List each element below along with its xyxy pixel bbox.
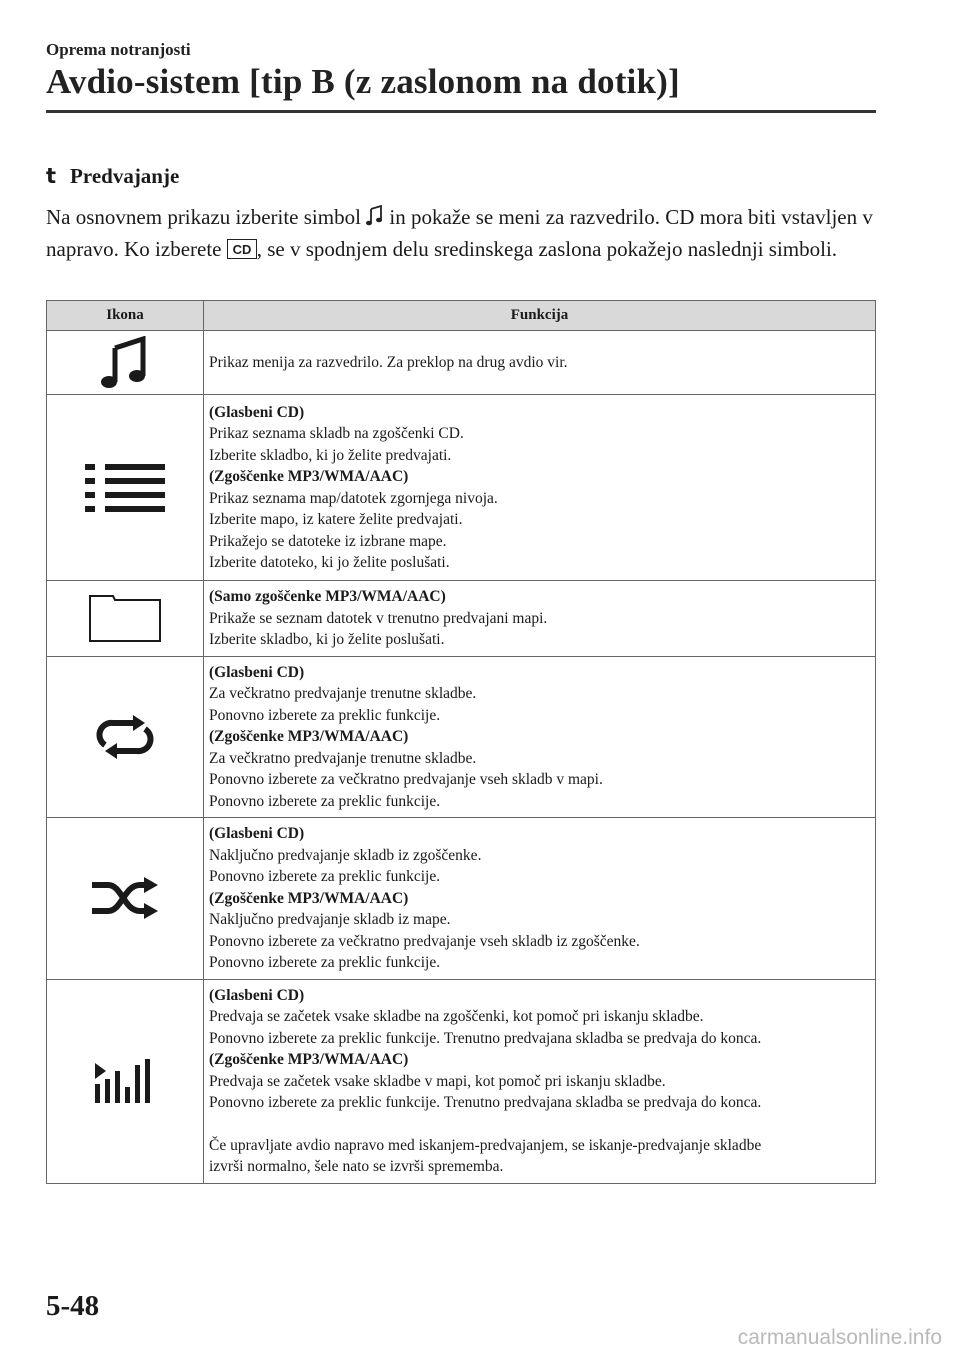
- description-line: izvrši normalno, šele nato se izvrši sprememba.: [209, 1158, 504, 1175]
- media-type-label: (Zgoščenke MP3/WMA/AAC): [209, 1051, 409, 1068]
- function-description: [204, 656, 876, 818]
- line-gap: [209, 1114, 869, 1135]
- description-line: Izberite skladbo, ki jo želite poslušati.: [209, 631, 445, 648]
- icon-cell: [47, 581, 204, 657]
- intro-text-3: , se v spodnjem delu sredinskega zaslona pokažejo naslednji simboli.: [256, 237, 838, 261]
- icon-cell: [47, 395, 204, 581]
- description-line: Ponovno izberete za večkratno predvajanje vseh skladb v mapi.: [209, 771, 603, 788]
- column-header-function: Funkcija: [204, 301, 876, 331]
- description-line: Izberite skladbo, ki jo želite predvajati.: [209, 446, 452, 464]
- page-number: 5-48: [46, 1290, 100, 1322]
- icon-cell: [47, 979, 204, 1183]
- repeat-icon: [47, 715, 203, 759]
- description-line: Ponovno izberete za preklic funkcije.: [209, 868, 441, 885]
- function-description: [204, 818, 876, 980]
- table-row: [47, 818, 876, 980]
- media-type-label: (Glasbeni CD): [209, 663, 305, 681]
- description-line: Predvaja se začetek vsake skladbe v mapi, kot pomoč pri iskanju skladbe.: [209, 1072, 666, 1090]
- description-line: Ponovno izberete za preklic funkcije. Trenutno predvajana skladba se predvaja do konca.: [209, 1029, 762, 1047]
- section-heading: [46, 164, 179, 189]
- description-line: Izberite mapo, iz katere želite predvajati.: [209, 511, 463, 528]
- watermark: carmanualsonline.info: [737, 1326, 942, 1349]
- description-line: Če upravljate avdio napravo med iskanjem-predvajanjem, se iskanje-predvajanje skladbe: [209, 1136, 762, 1154]
- description-line: Prikaz seznama skladb na zgoščenki CD.: [209, 425, 464, 442]
- description-line: Ponovno izberete za preklic funkcije. Trenutno predvajana skladba se predvaja do konca.: [209, 1094, 762, 1111]
- shuffle-icon: [47, 875, 203, 921]
- function-description: [204, 581, 876, 657]
- description-line: Naključno predvajanje skladb iz mape.: [209, 911, 451, 928]
- table-row: [47, 581, 876, 657]
- section-heading-text: Predvajanje: [70, 164, 180, 188]
- description-line: Naključno predvajanje skladb iz zgoščenke.: [209, 846, 482, 864]
- description-line: Za večkratno predvajanje trenutne skladbe.: [209, 685, 477, 702]
- description-line: Ponovno izberete za večkratno predvajanje vseh skladb iz zgoščenke.: [209, 932, 640, 950]
- description-line: Ponovno izberete za preklic funkcije.: [209, 792, 441, 810]
- media-type-label: (Glasbeni CD): [209, 403, 305, 421]
- function-description: [204, 331, 876, 395]
- icon-cell: [47, 331, 204, 395]
- description-line: Prikaz seznama map/datotek zgornjega nivoja.: [209, 489, 498, 507]
- chapter-subtitle: Oprema notranjosti: [46, 40, 191, 59]
- media-type-label: (Glasbeni CD): [209, 986, 305, 1004]
- page-title: Avdio-sistem [tip B (z zaslonom na dotik)]: [46, 62, 680, 101]
- description-line: Predvaja se začetek vsake skladbe na zgoščenki, kot pomoč pri iskanju skladbe.: [209, 1008, 704, 1025]
- table-row: [47, 331, 876, 395]
- intro-text-1: Na osnovnem prikazu izberite simbol: [46, 205, 367, 229]
- music-note-icon: [47, 336, 203, 390]
- table-row: [47, 979, 876, 1183]
- table-row: [47, 656, 876, 818]
- media-type-label: (Zgoščenke MP3/WMA/AAC): [209, 468, 409, 485]
- description-line: Za večkratno predvajanje trenutne skladbe.: [209, 749, 477, 767]
- icon-cell: [47, 656, 204, 818]
- description-line: Prikažejo se datoteke iz izbrane mape.: [209, 532, 447, 550]
- header-divider: [46, 110, 876, 113]
- folder-icon: [47, 594, 203, 642]
- column-header-icon: Ikona: [47, 301, 204, 331]
- function-description: [204, 395, 876, 581]
- music-note-icon: [366, 205, 384, 227]
- description-line: Prikaže se seznam datotek v trenutno predvajani mapi.: [209, 609, 548, 627]
- media-type-label: (Zgoščenke MP3/WMA/AAC): [209, 728, 409, 745]
- media-type-label: (Samo zgoščenke MP3/WMA/AAC): [209, 588, 446, 605]
- svg-text:CD: CD: [232, 242, 252, 257]
- table-row: [47, 395, 876, 581]
- function-table: [46, 300, 876, 1184]
- cd-icon: [227, 239, 257, 259]
- description-line: Ponovno izberete za preklic funkcije.: [209, 954, 441, 971]
- section-marker: t: [46, 164, 57, 188]
- description-line: Ponovno izberete za preklic funkcije.: [209, 706, 441, 724]
- media-type-label: (Glasbeni CD): [209, 825, 305, 842]
- intro-paragraph: [46, 201, 876, 265]
- icon-cell: [47, 818, 204, 980]
- list-icon: [47, 462, 203, 514]
- intro-text-2: in pokaže se meni za razvedrilo. CD mora biti vstavljen v napravo. Ko izberete: [46, 205, 873, 261]
- scan-icon: [47, 1059, 203, 1103]
- description-line: Izberite datoteko, ki jo želite poslušati.: [209, 554, 450, 571]
- function-description: [204, 979, 876, 1183]
- media-type-label: (Zgoščenke MP3/WMA/AAC): [209, 889, 409, 907]
- description-line: Prikaz menija za razvedrilo. Za preklop na drug avdio vir.: [209, 353, 568, 371]
